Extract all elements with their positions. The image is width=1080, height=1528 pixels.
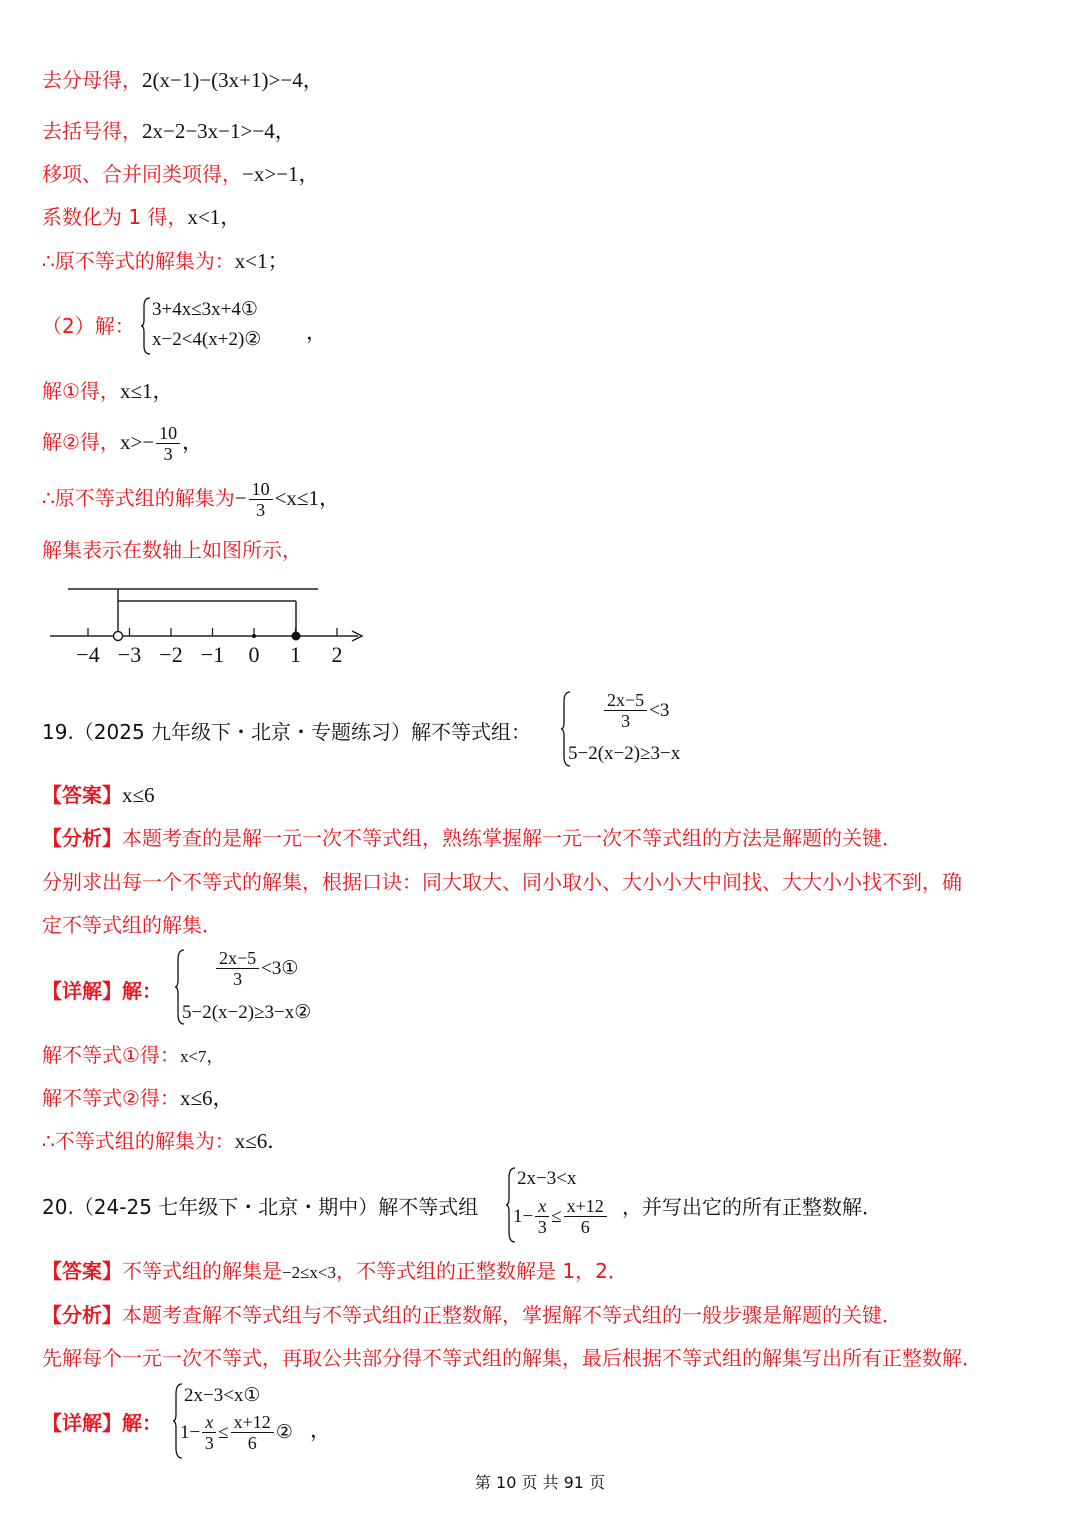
part2-label-line: [42, 316, 135, 336]
fraction: $\frac{x}{3}$: [535, 1196, 549, 1237]
part2-label: （2）解：: [42, 314, 135, 338]
step-label: 解①得，: [42, 379, 120, 403]
step-label: 系数化为 1 得，: [42, 205, 188, 229]
tick-label: 2: [331, 642, 343, 667]
q19-eq1: $\frac{2x-5}{3}$ <3: [602, 690, 669, 731]
step-label: 去分母得，: [42, 68, 142, 92]
closed-endpoint: [292, 632, 301, 641]
step-label: 移项、合并同类项得，: [42, 162, 242, 186]
step-math: x<1，: [187, 205, 242, 229]
q19-result-2: 解不等式②得：x≤6，: [42, 1086, 234, 1110]
q19-system: [560, 690, 760, 770]
q19-analysis-1: 【分析】本题考查的是解一元一次不等式组，熟练掌握解一元一次不等式组的方法是解题的关键．: [42, 826, 902, 850]
tick-label: −3: [117, 642, 142, 667]
solve-eq1: [42, 381, 173, 402]
step-math: 2(x−1)−(3x+1)>−4，: [142, 68, 324, 92]
step-coefficient: [42, 207, 241, 228]
fraction: $\frac{2x-5}{3}$: [604, 690, 647, 731]
step-math: 2x−2−3x−1>−4，: [142, 119, 296, 143]
step-label: ∴原不等式组的解集为: [42, 486, 235, 510]
detail-eq1: 2x−3<x①: [184, 1385, 261, 1406]
open-endpoint: [114, 632, 123, 641]
q19-detail-system: [174, 948, 374, 1028]
fraction: $\frac{10}{3}$: [156, 423, 180, 464]
q19-eq2: 5−2(x−2)≥3−x: [568, 743, 681, 764]
q20-detail-end: ，: [310, 1418, 331, 1442]
step-label: 解②得，: [42, 430, 120, 454]
detail-eq1: $\frac{2x-5}{3}$ <3①: [214, 948, 298, 989]
tick-label: −1: [200, 642, 225, 667]
tick-label: −2: [159, 642, 183, 667]
step-math: x≤1，: [119, 379, 174, 403]
fraction: $\frac{x+12}{6}$: [231, 1412, 274, 1453]
fraction: $\frac{10}{3}$: [249, 479, 273, 520]
step-label: ∴原不等式的解集为：: [42, 249, 235, 273]
system-eq2: x−2<4(x+2)②: [152, 329, 262, 350]
step-move-terms: [42, 164, 320, 185]
q19-result-1: 解不等式①得：x<7，: [42, 1043, 224, 1067]
tick-label: 1: [290, 642, 301, 667]
detail-eq2: 5−2(x−2)≥3−x②: [182, 1002, 312, 1023]
fraction: $\frac{x}{3}$: [202, 1412, 216, 1453]
q20-system: [505, 1166, 625, 1246]
step-clear-denominator: [42, 70, 324, 91]
tick-label: −4: [76, 642, 100, 667]
number-line-intro: 解集表示在数轴上如图所示，: [42, 538, 302, 562]
q20-eq1: 2x−3<x: [517, 1168, 577, 1189]
system-solution: ∴原不等式组的解集为− $\frac{10}{3}$ <x≤1，: [42, 479, 340, 520]
q20-analysis-2: 先解每个一元一次不等式，再取公共部分得不等式组的解集，最后根据不等式组的解集写出所有正整数解．: [42, 1346, 982, 1370]
number-line: [40, 578, 380, 678]
origin-dot: [252, 634, 256, 638]
q20-prompt: 20.（24-25 七年级下・北京・期中）解不等式组: [42, 1195, 479, 1219]
q20-prompt-suffix: ，并写出它的所有正整数解．: [622, 1195, 882, 1219]
q20-detail-label: 【详解】解：: [42, 1411, 162, 1435]
q19-analysis-2: 分别求出每一个不等式的解集，根据口诀：同大取大、同小取小、大小小大中间找、大大小小找不到，确: [42, 870, 962, 894]
q20-detail-system: [172, 1382, 332, 1462]
part2-end: ，: [306, 320, 327, 344]
q20-eq2: 1− $\frac{x}{3}$ ≤ $\frac{x+12}{6}$: [513, 1196, 609, 1237]
step-math: −x>−1，: [242, 162, 320, 186]
solve-eq2: 解②得，x>− $\frac{10}{3}$ ，: [42, 423, 204, 464]
step-label: 去括号得，: [42, 119, 142, 143]
left-brace-icon: [140, 296, 152, 356]
q19-result-3: ∴不等式组的解集为：x≤6．: [42, 1129, 289, 1153]
page-footer: 第 10 页 共 91 页: [474, 1473, 606, 1492]
fraction: $\frac{2x-5}{3}$: [216, 948, 259, 989]
q19-prompt: 19.（2025 九年级下・北京・专题练习）解不等式组：: [42, 720, 532, 744]
step-solution-set: [42, 251, 289, 272]
tick-label: 0: [248, 642, 260, 667]
q19-answer: 【答案】x≤6: [42, 783, 155, 807]
q19-analysis-3: 定不等式组的解集．: [42, 913, 222, 937]
detail-eq2: 1− $\frac{x}{3}$ ≤ $\frac{x+12}{6}$ ②: [180, 1412, 293, 1453]
step-remove-brackets: [42, 121, 296, 142]
q20-analysis-1: 【分析】本题考查解不等式组与不等式组的正整数解，掌握解不等式组的一般步骤是解题的关键．: [42, 1303, 902, 1327]
system-eq1: 3+4x≤3x+4①: [152, 299, 258, 320]
q20-answer: 【答案】不等式组的解集是−2≤x<3，不等式组的正整数解是 1，2．: [42, 1259, 628, 1283]
q19-detail-label: 【详解】解：: [42, 979, 162, 1003]
fraction: $\frac{x+12}{6}$: [564, 1196, 607, 1237]
step-math: x<1；: [234, 249, 289, 273]
